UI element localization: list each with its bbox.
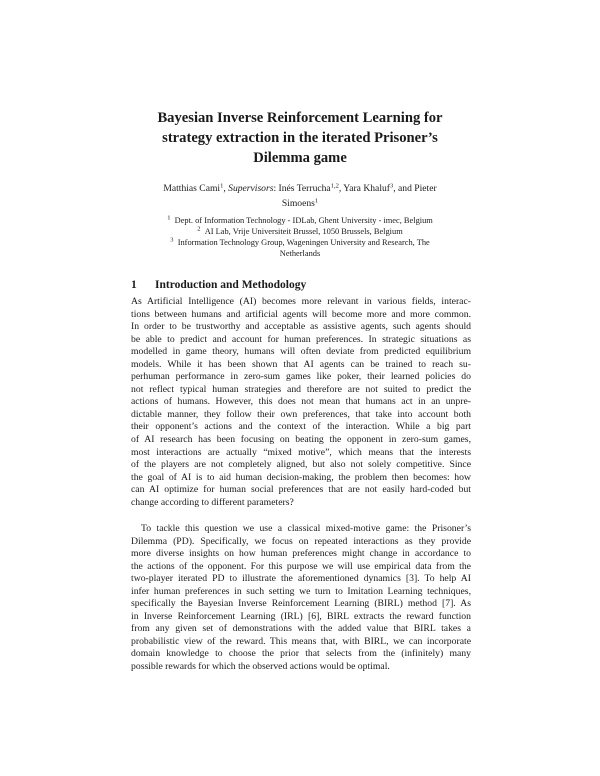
text-line: not reflect typical human strategies and therefore are not suited to predict the — [131, 383, 471, 395]
text-line: change according to different parameters? — [131, 496, 294, 508]
paragraph-methodology — [131, 523, 471, 674]
text-line: the actions of the opponent. For this purpose we will use empirical data from the — [131, 560, 471, 572]
text-line: more diverse insights on how human preferences might change in accordance to — [131, 548, 471, 560]
affiliation — [130, 226, 470, 237]
author-list — [135, 181, 465, 211]
supervisors-label: Supervisors — [228, 183, 274, 194]
text-line: specifically the Bayesian Inverse Reinforcement Learning (BIRL) method [7]. As — [131, 598, 471, 610]
text-line: infer human preferences in such setting we turn to Imitation Learning techniques, — [131, 585, 471, 597]
affiliation — [130, 237, 470, 248]
affiliation-text: AI Lab, Vrije Universiteit Brussel, 1050 Brussels, Belgium — [204, 227, 403, 236]
affiliation-list — [130, 215, 470, 259]
section-title: Introduction and Methodology — [155, 279, 307, 291]
text-line: perhuman performance in zero-sum games like poker, their learned policies do — [131, 371, 471, 383]
text-line: their opponent’s actions and the context of the interaction. While a big part — [131, 421, 471, 433]
separator: , — [223, 183, 229, 194]
text-line: models. While it has been shown that AI agents can be trained to reach su- — [131, 358, 471, 370]
affiliation-number: 1 — [167, 214, 171, 222]
text-line: actions of humans. However, this does not mean that humans act in an unpre- — [131, 396, 471, 408]
affiliation-number: 3 — [170, 236, 174, 244]
text-line: from any given set of demonstrations with the added value that BIRL takes a — [131, 623, 471, 635]
affiliation-marker: 1,2 — [330, 182, 339, 190]
text-line: possible rewards for which the observed actions would be optimal. — [131, 661, 390, 673]
author-name: , Yara Khaluf — [338, 183, 390, 194]
text-line: probabilistic view of the reward. This means that, with BIRL, we can incorporate — [131, 635, 471, 647]
affiliation — [130, 215, 470, 226]
text-line: most interactions are actually “mixed motive”, which means that the interests — [131, 446, 471, 458]
text-line: can AI optimize for human social preferences that are not easily hard-coded but — [131, 484, 471, 496]
author-name: Matthias Cami — [163, 183, 221, 194]
author-name: , and Pieter — [393, 183, 437, 194]
text-line: To tackle this question we use a classical mixed-motive game: the Prisoner’s — [141, 523, 471, 534]
author-line — [135, 196, 465, 211]
text-line: tions between humans and artificial agents will become more and more common. — [131, 308, 471, 320]
text-line: be able to predict and account for human preferences. In strategic situations as — [131, 333, 471, 345]
text-line: In order to be trustworthy and acceptable as assistive agents, such agents should — [131, 321, 471, 333]
affiliation-text: Information Technology Group, Wageningen University and Research, The — [177, 238, 430, 247]
section-heading — [131, 279, 306, 291]
text-line: in Inverse Reinforcement Learning (IRL) [6], BIRL extracts the reward function — [131, 610, 471, 622]
affiliation-marker: 3 — [389, 182, 394, 190]
affiliation-marker: 1 — [220, 182, 224, 190]
affiliation-number: 2 — [197, 225, 201, 233]
text-line: dictable manner, they follow their own preferences, that take into account both — [131, 408, 471, 420]
author-name: Simoens — [281, 198, 315, 209]
author-name: : Inés Terrucha — [273, 183, 331, 194]
title-line: Bayesian Inverse Reinforcement Learning for — [157, 110, 443, 126]
author-line — [135, 181, 465, 196]
text-line: As Artificial Intelligence (AI) becomes more relevant in various fields, interac- — [131, 296, 471, 307]
affiliation — [130, 248, 470, 259]
affiliation-text: Netherlands — [279, 249, 321, 258]
text-line: of the players are not completely aligned, but also not solely competitive. Since — [131, 459, 471, 471]
text-line: domain knowledge to choose the prior that selects from the (infinitely) many — [131, 648, 471, 660]
text-line: the goal of AI is to aid human decision-making, the problem then becomes: how — [131, 471, 471, 483]
text-line: two-player iterated PD to illustrate the aforementioned dynamics [3]. To help AI — [131, 573, 471, 585]
paper-title — [100, 108, 500, 168]
text-line: Dilemma (PD). Specifically, we focus on repeated interactions as they provide — [131, 535, 471, 547]
text-line: modelled in game theory, humans will often deviate from predicted equilibrium — [131, 346, 471, 358]
title-line: strategy extraction in the iterated Prisoner’s — [162, 130, 438, 146]
title-line: Dilemma game — [253, 150, 347, 166]
affiliation-text: Dept. of Information Technology - IDLab, Ghent University - imec, Belgium — [174, 216, 433, 225]
affiliation-marker: 1 — [314, 197, 319, 205]
text-line: of AI research has been focusing on beating the opponent in zero-sum games, — [131, 434, 471, 446]
section-number: 1 — [131, 279, 137, 291]
paragraph-introduction — [131, 296, 471, 509]
